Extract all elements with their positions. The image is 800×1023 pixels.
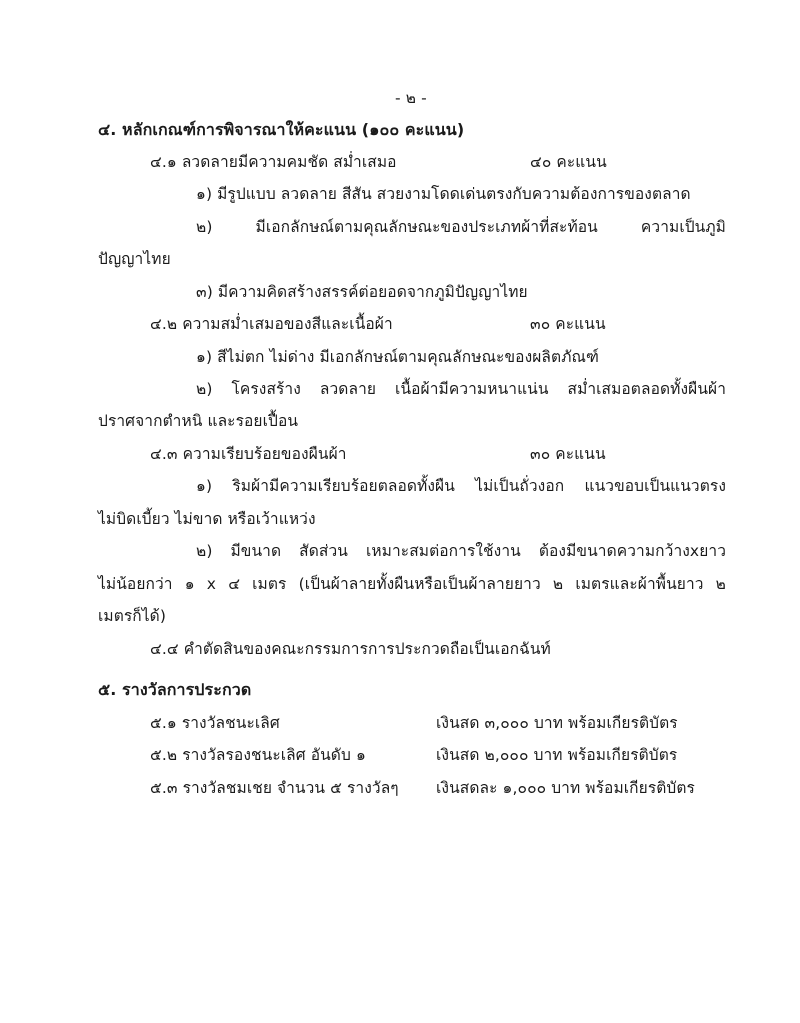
criterion-4-3-title: ๔.๓ ความเรียบร้อยของผืนผ้า	[150, 445, 347, 463]
criterion-4-1-item-2-line-1: ๒) มีเอกลักษณ์ตามคุณลักษณะของประเภทผ้าที่สะท้อน ความเป็นภูมิ	[196, 218, 726, 236]
criterion-4-1-item-3: ๓) มีความคิดสร้างสรรค์ต่อยอดจากภูมิปัญญาไทย	[196, 283, 528, 301]
criterion-4-1-title: ๔.๑ ลวดลายมีความคมชัด สม่ำเสมอ	[150, 153, 397, 171]
page-number: - ๒ -	[395, 89, 427, 107]
section-4-heading: ๔. หลักเกณฑ์การพิจารณาให้คะแนน (๑๐๐ คะแนน)	[98, 120, 465, 139]
criterion-4-2-item-2-line-2: ปราศจากตำหนิ และรอยเปื้อน	[98, 412, 299, 430]
criterion-4-1-item-2-line-2: ปัญญาไทย	[98, 250, 171, 268]
award-3-prize: เงินสดละ ๑,๐๐๐ บาท พร้อมเกียรติบัตร	[436, 779, 695, 797]
section-5-heading: ๕. รางวัลการประกวด	[98, 680, 252, 699]
criterion-4-2-item-1: ๑) สีไม่ตก ไม่ด่าง มีเอกลักษณ์ตามคุณลักษณะของผลิตภัณฑ์	[196, 348, 599, 366]
criterion-4-1-points: ๔๐ คะแนน	[530, 153, 607, 171]
criterion-4-2-item-2-line-1: ๒) โครงสร้าง ลวดลาย เนื้อผ้ามีความหนาแน่น สม่ำเสมอตลอดทั้งผืนผ้า	[196, 380, 726, 398]
criterion-4-3-item-1-line-2: ไม่บิดเบี้ยว ไม่ขาด หรือเว้าแหว่ง	[98, 510, 316, 528]
award-2-name: ๕.๒ รางวัลรองชนะเลิศ อันดับ ๑	[150, 746, 366, 764]
criterion-4-3-points: ๓๐ คะแนน	[530, 445, 606, 463]
criterion-4-3-item-2-line-3: เมตรก็ได้)	[98, 607, 166, 625]
criterion-4-3-item-1-line-1: ๑) ริมผ้ามีความเรียบร้อยตลอดทั้งผืน ไม่เป็นถั่วงอก แนวขอบเป็นแนวตรง	[196, 477, 726, 495]
criterion-4-2-title: ๔.๒ ความสม่ำเสมอของสีและเนื้อผ้า	[150, 315, 393, 333]
criterion-4-4-title: ๔.๔ คำตัดสินของคณะกรรมการการประกวดถือเป็นเอกฉันท์	[150, 640, 551, 658]
award-1-prize: เงินสด ๓,๐๐๐ บาท พร้อมเกียรติบัตร	[436, 714, 678, 732]
award-2-prize: เงินสด ๒,๐๐๐ บาท พร้อมเกียรติบัตร	[436, 746, 678, 764]
criterion-4-3-item-2-line-2: ไม่น้อยกว่า ๑ x ๔ เมตร (เป็นผ้าลายทั้งผืนหรือเป็นผ้าลายยาว ๒ เมตรและผ้าพื้นยาว ๒	[98, 575, 726, 593]
award-1-name: ๕.๑ รางวัลชนะเลิศ	[150, 714, 280, 732]
criterion-4-1-item-1: ๑) มีรูปแบบ ลวดลาย สีสัน สวยงามโดดเด่นตรงกับความต้องการของตลาด	[196, 185, 691, 203]
award-3-name: ๕.๓ รางวัลชมเชย จำนวน ๕ รางวัลๆ	[150, 779, 399, 797]
criterion-4-2-points: ๓๐ คะแนน	[530, 315, 606, 333]
criterion-4-3-item-2-line-1: ๒) มีขนาด สัดส่วน เหมาะสมต่อการใช้งาน ต้องมีขนาดความกว้างxยาว	[196, 542, 726, 560]
